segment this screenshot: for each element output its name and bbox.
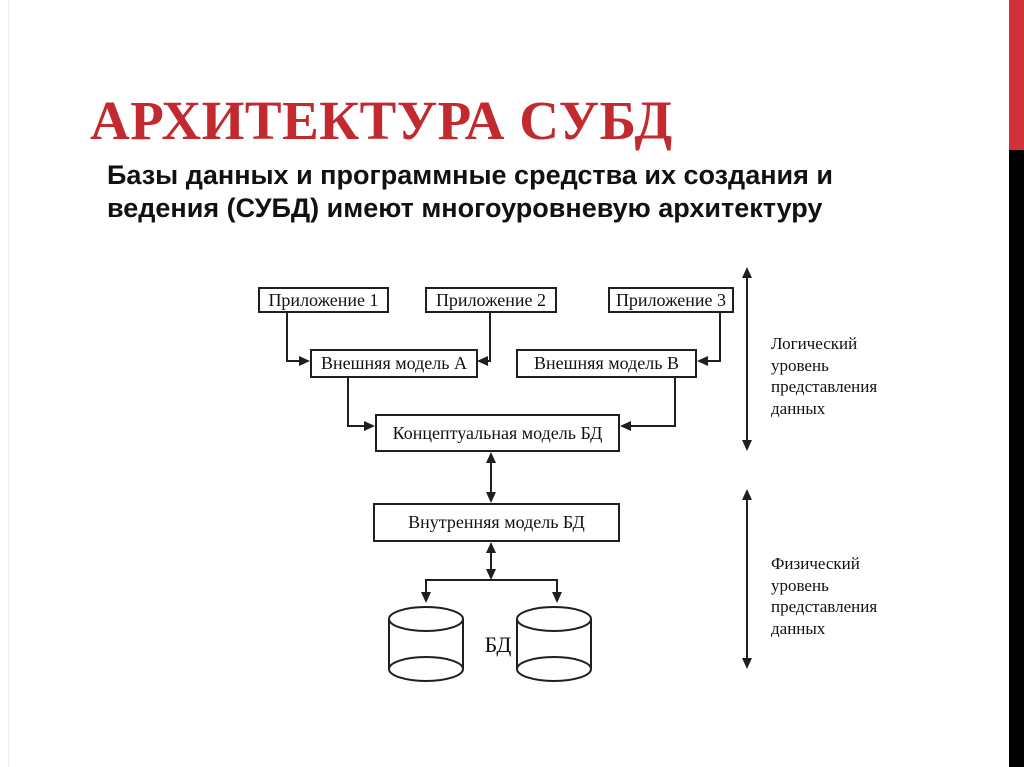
subtitle-line-1: Базы данных и программные средства их создания и (107, 160, 833, 190)
arrowhead-app3-left-icon (697, 356, 708, 366)
box-conceptual-model: Концептуальная модель БД (375, 414, 620, 452)
connector-db-split-hline (425, 579, 558, 581)
connector-extb-vline (674, 378, 676, 427)
box-application-1: Приложение 1 (258, 287, 389, 313)
connector-exta-hline (347, 425, 365, 427)
connector-app3-hline (707, 360, 721, 362)
physical-level-label (771, 553, 877, 639)
box-internal-model: Внутренняя модель БД (373, 503, 620, 542)
arrowhead-exta-right-icon (364, 421, 375, 431)
arrowhead-app1-right-icon (299, 356, 310, 366)
physical-level-line-3: представления (771, 597, 878, 616)
left-edge-line (8, 0, 9, 767)
arrowhead-db-right-down-icon (552, 592, 562, 603)
arrowhead-db-left-down-icon (421, 592, 431, 603)
logical-level-line-4: данных (771, 398, 826, 418)
logical-level-line-3: представления (771, 377, 878, 396)
physical-level-line-1: Физический (771, 554, 860, 573)
db-label: БД (484, 632, 512, 657)
connector-app1-vline (286, 312, 288, 362)
database-cylinder-left-icon (386, 604, 466, 684)
sidebar-accent-red (1009, 0, 1024, 150)
logical-level-label (771, 333, 877, 419)
physical-level-line-2: уровень (771, 575, 829, 595)
physical-level-line-4: данных (771, 618, 826, 638)
box-application-2: Приложение 2 (425, 287, 557, 313)
connector-exta-vline (347, 378, 349, 427)
connector-app1-hline (286, 360, 300, 362)
box-application-3: Приложение 3 (608, 287, 734, 313)
connector-app3-vline (719, 312, 721, 362)
physical-level-arrow-line (746, 498, 748, 660)
logical-level-arrow-line (746, 276, 748, 442)
connector-app2-vline (489, 312, 491, 362)
logical-level-line-1: Логический (771, 334, 858, 353)
logical-level-line-2: уровень (771, 355, 829, 375)
connector-extb-hline (630, 425, 676, 427)
box-external-model-a: Внешняя модель А (310, 349, 478, 378)
arrowhead-logical-down-icon (742, 440, 752, 451)
subtitle-line-2: ведения (СУБД) имеют многоуровневую архитектуру (107, 193, 823, 223)
arrowhead-extb-left-icon (620, 421, 631, 431)
page-title: АРХИТЕКТУРА СУБД (90, 90, 673, 151)
sidebar-accent-black (1009, 150, 1024, 767)
arrowhead-concept-internal-down-icon (486, 492, 496, 503)
connector-concept-internal-vline (490, 461, 492, 495)
subtitle (107, 159, 833, 225)
arrowhead-physical-down-icon (742, 658, 752, 669)
arrowhead-app2-left-icon (477, 356, 488, 366)
box-external-model-b: Внешняя модель В (516, 349, 697, 378)
